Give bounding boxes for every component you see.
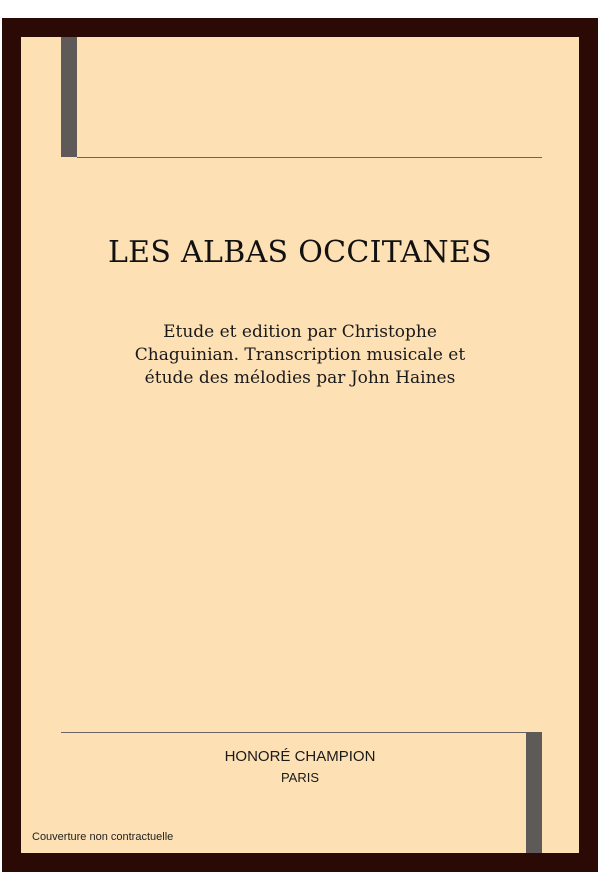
publisher-name: HONORÉ CHAMPION <box>224 748 376 765</box>
bottom-divider <box>61 732 526 733</box>
book-subtitle: Etude et edition par Christophe Chaguinian. Transcription musicale et étude des mélodies par John Haines <box>134 322 466 388</box>
book-cover-frame <box>2 18 598 872</box>
book-cover <box>21 37 579 853</box>
top-divider <box>77 157 542 158</box>
book-title: LES ALBAS OCCITANES <box>107 235 493 270</box>
publisher-place: PARIS <box>280 770 320 785</box>
top-accent-bar <box>61 37 77 157</box>
cover-disclaimer: Couverture non contractuelle <box>32 831 174 843</box>
